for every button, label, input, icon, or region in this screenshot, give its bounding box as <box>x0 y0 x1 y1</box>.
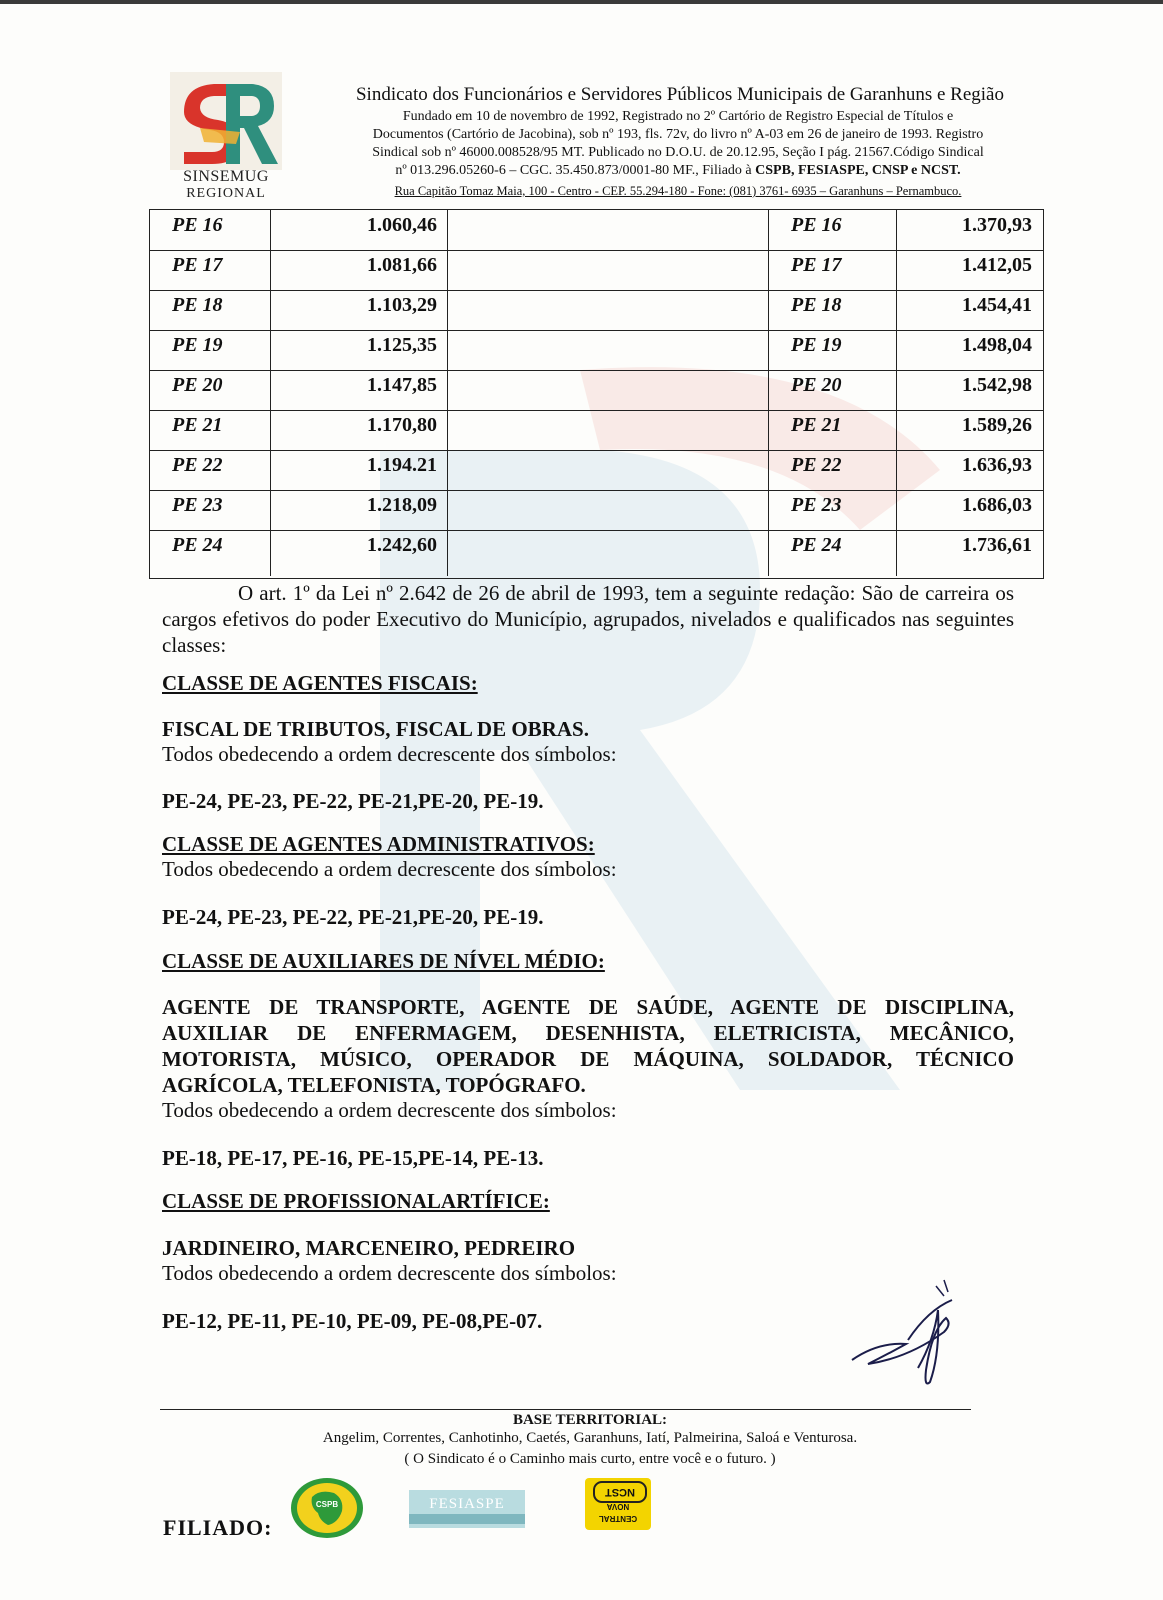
fesiaspe-logo-text: FESIASPE <box>429 1496 505 1512</box>
cell-value-left-text: 1.081,66 <box>367 254 437 276</box>
cell-code-left-text: PE 19 <box>172 334 223 356</box>
cell-code-left-text: PE 21 <box>172 414 223 436</box>
cell-value-right-text: 1.636,93 <box>962 454 1032 476</box>
registration-text: nº 013.296.05260-6 – CGC. 35.450.873/0001-80 MF., Filiado à <box>395 163 756 178</box>
cell-code-right-text: PE 21 <box>791 414 842 436</box>
cell-value-left <box>249 370 448 410</box>
cell-value-right <box>875 410 1043 450</box>
cell-value-left-text: 1.060,46 <box>367 214 437 236</box>
ncst-logo <box>585 1478 651 1530</box>
roles-artifice: JARDINEIRO, MARCENEIRO, PEDREIRO <box>162 1236 576 1260</box>
cell-code-right-text: PE 16 <box>791 214 842 236</box>
cell-value-right <box>875 530 1043 576</box>
cell-code-left-text: PE 22 <box>172 454 223 476</box>
symbols-artifice: PE-12, PE-11, PE-10, PE-09, PE-08,PE-07. <box>162 1309 543 1333</box>
signature-icon <box>848 1270 978 1400</box>
cell-value-left-text: 1.242,60 <box>367 534 437 556</box>
base-territorial-title: BASE TERRITORIAL: <box>512 1412 668 1428</box>
cell-value-left-text: 1.218,09 <box>367 494 437 516</box>
sr-monogram-icon <box>170 72 282 170</box>
cell-empty <box>448 530 769 576</box>
roles-auxiliares: MOTORISTA, MÚSICO, OPERADOR DE MÁQUINA, SOLDADOR, TÉCNICO <box>162 1047 1014 1071</box>
cell-value-right <box>875 250 1043 290</box>
affiliations: CSPB, FESIASPE, CNSP e NCST. <box>755 163 961 178</box>
table-row <box>150 490 1043 531</box>
cell-value-right-text: 1.370,93 <box>962 214 1032 236</box>
order-note: Todos obedecendo a ordem decrescente dos símbolos: <box>162 742 617 766</box>
cell-value-right-text: 1.542,98 <box>962 374 1032 396</box>
cell-empty <box>448 330 769 370</box>
registration-line <box>300 162 1056 180</box>
salary-table <box>149 209 1044 579</box>
roles-auxiliares: AGRÍCOLA, TELEFONISTA, TOPÓGRAFO. <box>162 1073 586 1097</box>
cspb-badge-icon <box>290 1477 364 1539</box>
registration-line: Fundado em 10 de novembro de 1992, Registrado no 2º Cartório de Registro Especial de Títulos e <box>402 109 954 124</box>
cell-value-left-text: 1.125,35 <box>367 334 437 356</box>
cell-value-left <box>249 450 448 490</box>
table-row <box>150 530 1043 576</box>
cell-code-left-text: PE 18 <box>172 294 223 316</box>
cell-code-left-text: PE 20 <box>172 374 223 396</box>
table-row <box>150 410 1043 451</box>
union-motto: ( O Sindicato é o Caminho mais curto, entre você e o futuro. ) <box>404 1451 776 1467</box>
cell-code-right-text: PE 24 <box>791 534 842 556</box>
class-title-artifice: CLASSE DE PROFISSIONALARTÍFICE: <box>162 1189 550 1213</box>
table-row <box>150 330 1043 371</box>
cell-code-right-text: PE 18 <box>791 294 842 316</box>
cell-value-right-text: 1.736,61 <box>962 534 1032 556</box>
cell-value-left-text: 1.194.21 <box>367 454 437 476</box>
ncst-logo-text: NOVA <box>606 1502 630 1511</box>
cell-code-left-text: PE 24 <box>172 534 223 556</box>
roles-auxiliares: AGENTE DE TRANSPORTE, AGENTE DE SAÚDE, AGENTE DE DISCIPLINA, <box>162 995 1014 1019</box>
cspb-logo <box>290 1477 364 1544</box>
class-title-administrativos: CLASSE DE AGENTES ADMINISTRATIVOS: <box>162 832 595 856</box>
cell-value-left-text: 1.170,80 <box>367 414 437 436</box>
registration-line: Sindical sob nº 46000.008528/95 MT. Publicado no D.O.U. de 20.12.95, Seção I pág. 21567.Código Sindical <box>372 145 984 160</box>
fesiaspe-logo <box>409 1490 525 1528</box>
cell-empty <box>448 210 769 250</box>
ncst-logo-text: CENTRAL <box>598 1514 638 1523</box>
roles-fiscais: FISCAL DE TRIBUTOS, FISCAL DE OBRAS. <box>162 717 589 741</box>
order-note: Todos obedecendo a ordem decrescente dos símbolos: <box>162 857 617 881</box>
cell-code-right-text: PE 19 <box>791 334 842 356</box>
cell-empty <box>448 250 769 290</box>
cell-code-right-text: PE 22 <box>791 454 842 476</box>
cell-value-left <box>249 250 448 290</box>
registration-line: Documentos (Cartório de Jacobina), sob nº 193, fls. 72v, do livro nº A-03 em 26 de janeiro de 1993. Registro <box>372 127 984 142</box>
symbols-auxiliares: PE-18, PE-17, PE-16, PE-15,PE-14, PE-13. <box>162 1146 544 1170</box>
order-note: Todos obedecendo a ordem decrescente dos símbolos: <box>162 1098 617 1122</box>
cell-value-left-text: 1.147,85 <box>367 374 437 396</box>
footer-divider <box>160 1409 971 1410</box>
table-row <box>150 250 1043 291</box>
cell-value-right <box>875 450 1043 490</box>
top-edge-line <box>0 0 1163 4</box>
cell-value-left <box>249 210 448 250</box>
cell-code-left-text: PE 16 <box>172 214 223 236</box>
symbols-fiscais: PE-24, PE-23, PE-22, PE-21,PE-20, PE-19. <box>162 789 544 813</box>
cell-empty <box>448 490 769 530</box>
cell-empty <box>448 370 769 410</box>
cell-value-right-text: 1.686,03 <box>962 494 1032 516</box>
symbols-administrativos: PE-24, PE-23, PE-22, PE-21,PE-20, PE-19. <box>162 905 544 929</box>
cell-value-left <box>249 410 448 450</box>
table-row <box>150 290 1043 331</box>
cell-empty <box>448 290 769 330</box>
table-row <box>150 450 1043 491</box>
cell-value-right-text: 1.454,41 <box>962 294 1032 316</box>
cell-value-right-text: 1.498,04 <box>962 334 1032 356</box>
union-registration-info <box>300 108 1056 180</box>
class-title-fiscais: CLASSE DE AGENTES FISCAIS: <box>162 671 478 695</box>
cell-value-left <box>249 330 448 370</box>
cell-code-left-text: PE 17 <box>172 254 223 276</box>
table-row <box>150 370 1043 411</box>
fesiaspe-wave <box>409 1514 525 1524</box>
cspb-logo-text: CSPB <box>315 1500 339 1509</box>
cell-value-left <box>249 290 448 330</box>
cell-code-right-text: PE 20 <box>791 374 842 396</box>
ncst-logo-text: NCST <box>593 1481 647 1503</box>
cell-value-left <box>249 490 448 530</box>
roles-auxiliares: AUXILIAR DE ENFERMAGEM, DESENHISTA, ELETRICISTA, MECÂNICO, <box>162 1021 1014 1045</box>
cell-value-right <box>875 490 1043 530</box>
cell-empty <box>448 410 769 450</box>
sinsemug-logo <box>160 66 292 206</box>
filiado-label: FILIADO: <box>163 1515 273 1540</box>
cell-empty <box>448 450 769 490</box>
cell-code-right-text: PE 23 <box>791 494 842 516</box>
cell-value-right <box>875 290 1043 330</box>
cell-value-right-text: 1.589,26 <box>962 414 1032 436</box>
union-title: Sindicato dos Funcionários e Servidores Públicos Municipais de Garanhuns e Região <box>355 84 1004 105</box>
logo-name: SINSEMUG <box>183 168 269 185</box>
table-row <box>150 210 1043 251</box>
logo-region: REGIONAL <box>186 186 266 201</box>
cell-value-left-text: 1.103,29 <box>367 294 437 316</box>
class-title-auxiliares: CLASSE DE AUXILIARES DE NÍVEL MÉDIO: <box>162 949 605 973</box>
order-note: Todos obedecendo a ordem decrescente dos símbolos: <box>162 1261 617 1285</box>
cell-value-right <box>875 370 1043 410</box>
cell-code-left-text: PE 23 <box>172 494 223 516</box>
intro-paragraph: O art. 1º da Lei nº 2.642 de 26 de abril de 1993, tem a seguinte redação: São de carreira os cargos efetivos do poder Executivo do Município, agrupados, nivelados e qualificados nas seguintes classes: <box>162 581 1014 657</box>
municipalities-list: Angelim, Correntes, Canhotinho, Caetés, Garanhuns, Iatí, Palmeirina, Saloá e Venturosa. <box>322 1430 858 1446</box>
cell-value-right-text: 1.412,05 <box>962 254 1032 276</box>
union-address: Rua Capitão Tomaz Maia, 100 - Centro - CEP. 55.294-180 - Fone: (081) 3761- 6935 – Garanhuns – Pernambuco. <box>394 184 962 198</box>
cell-value-right <box>875 330 1043 370</box>
cell-code-right-text: PE 17 <box>791 254 842 276</box>
cell-value-left <box>249 530 448 576</box>
cell-value-right <box>875 210 1043 250</box>
